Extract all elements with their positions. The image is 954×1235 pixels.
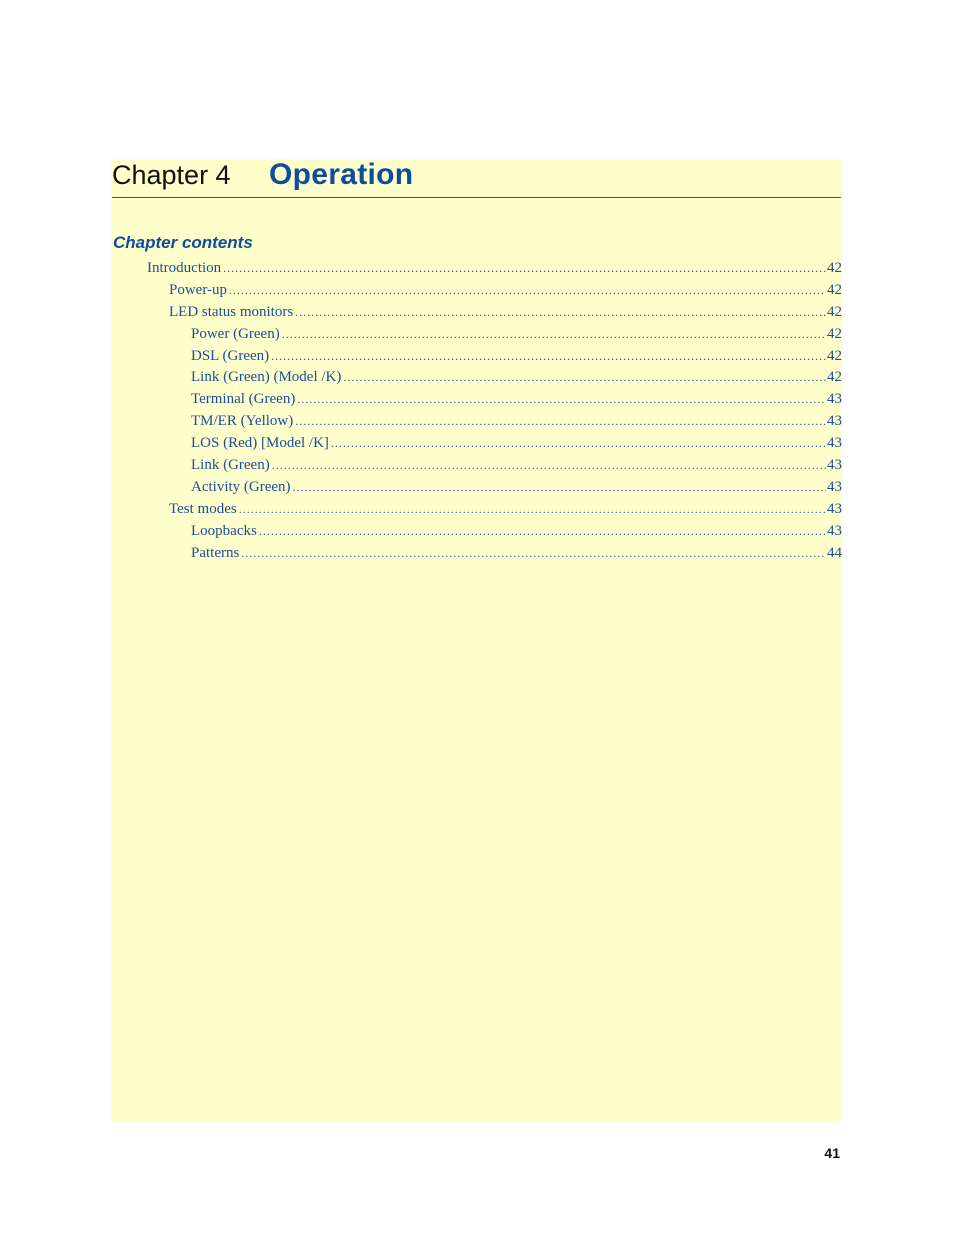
toc-dot-leader [229, 280, 826, 302]
toc-dot-leader [271, 346, 826, 368]
toc-entry-page[interactable]: 42 [827, 325, 842, 342]
toc-entry-title[interactable]: Test modes [169, 500, 237, 517]
toc-dot-leader [343, 367, 826, 389]
toc-entry-page[interactable]: 42 [827, 260, 842, 276]
toc-dot-leader [297, 389, 826, 411]
toc-entry[interactable] [0, 477, 842, 499]
toc-dot-leader [241, 543, 826, 565]
toc-entry-page[interactable]: 42 [827, 347, 842, 364]
toc-entry-title[interactable]: TM/ER (Yellow) [191, 413, 294, 430]
toc-entry-title[interactable]: Introduction [147, 260, 222, 276]
toc-entry[interactable] [0, 411, 842, 433]
table-of-contents [0, 258, 842, 564]
toc-entry-page[interactable]: 43 [827, 457, 842, 474]
toc-entry-page[interactable]: 42 [827, 303, 842, 320]
toc-entry[interactable] [0, 324, 842, 346]
toc-dot-leader [295, 302, 826, 324]
chapter-header [112, 159, 841, 198]
chapter-label: Chapter 4 [112, 160, 231, 190]
toc-entry[interactable] [0, 302, 842, 324]
toc-dot-leader [295, 411, 826, 433]
toc-dot-leader [282, 324, 826, 346]
toc-entry-title[interactable]: Loopbacks [191, 522, 257, 539]
toc-entry[interactable] [0, 499, 842, 521]
toc-dot-leader [259, 521, 826, 543]
toc-entry-page[interactable]: 44 [827, 544, 842, 561]
toc-dot-leader [272, 455, 826, 477]
toc-dot-leader [293, 477, 826, 499]
toc-entry-page[interactable]: 43 [827, 500, 842, 517]
toc-entry-page[interactable]: 42 [827, 369, 842, 386]
page-number: 41 [824, 1145, 840, 1161]
toc-entry[interactable] [0, 455, 842, 477]
toc-dot-leader [223, 258, 826, 280]
toc-entry[interactable] [0, 346, 842, 368]
toc-entry[interactable] [0, 258, 842, 280]
toc-entry-page[interactable]: 43 [827, 391, 842, 408]
chapter-title: Operation [269, 158, 414, 191]
toc-entry[interactable] [0, 543, 842, 565]
toc-dot-leader [331, 433, 826, 455]
toc-entry[interactable] [0, 433, 842, 455]
toc-entry-title[interactable]: Power (Green) [191, 325, 280, 342]
toc-entry-title[interactable]: DSL (Green) [191, 347, 270, 364]
toc-entry-page[interactable]: 43 [827, 435, 842, 452]
toc-entry[interactable] [0, 389, 842, 411]
toc-entry-page[interactable]: 42 [827, 281, 842, 298]
toc-entry[interactable] [0, 367, 842, 389]
contents-heading: Chapter contents [113, 233, 253, 252]
toc-entry[interactable] [0, 521, 842, 543]
toc-entry[interactable] [0, 280, 842, 302]
toc-entry-title[interactable]: Activity (Green) [191, 478, 291, 495]
toc-entry-title[interactable]: Patterns [191, 544, 240, 561]
toc-entry-title[interactable]: LED status monitors [169, 303, 294, 320]
toc-entry-title[interactable]: Power-up [169, 281, 228, 298]
toc-entry-page[interactable]: 43 [827, 522, 842, 539]
toc-entry-page[interactable]: 43 [827, 478, 842, 495]
toc-entry-title[interactable]: LOS (Red) [Model /K] [191, 435, 329, 452]
toc-entry-title[interactable]: Link (Green) [191, 457, 270, 474]
toc-entry-title[interactable]: Terminal (Green) [191, 391, 296, 408]
toc-entry-page[interactable]: 43 [827, 413, 842, 430]
toc-dot-leader [239, 499, 826, 521]
toc-entry-title[interactable]: Link (Green) (Model /K) [191, 369, 342, 386]
